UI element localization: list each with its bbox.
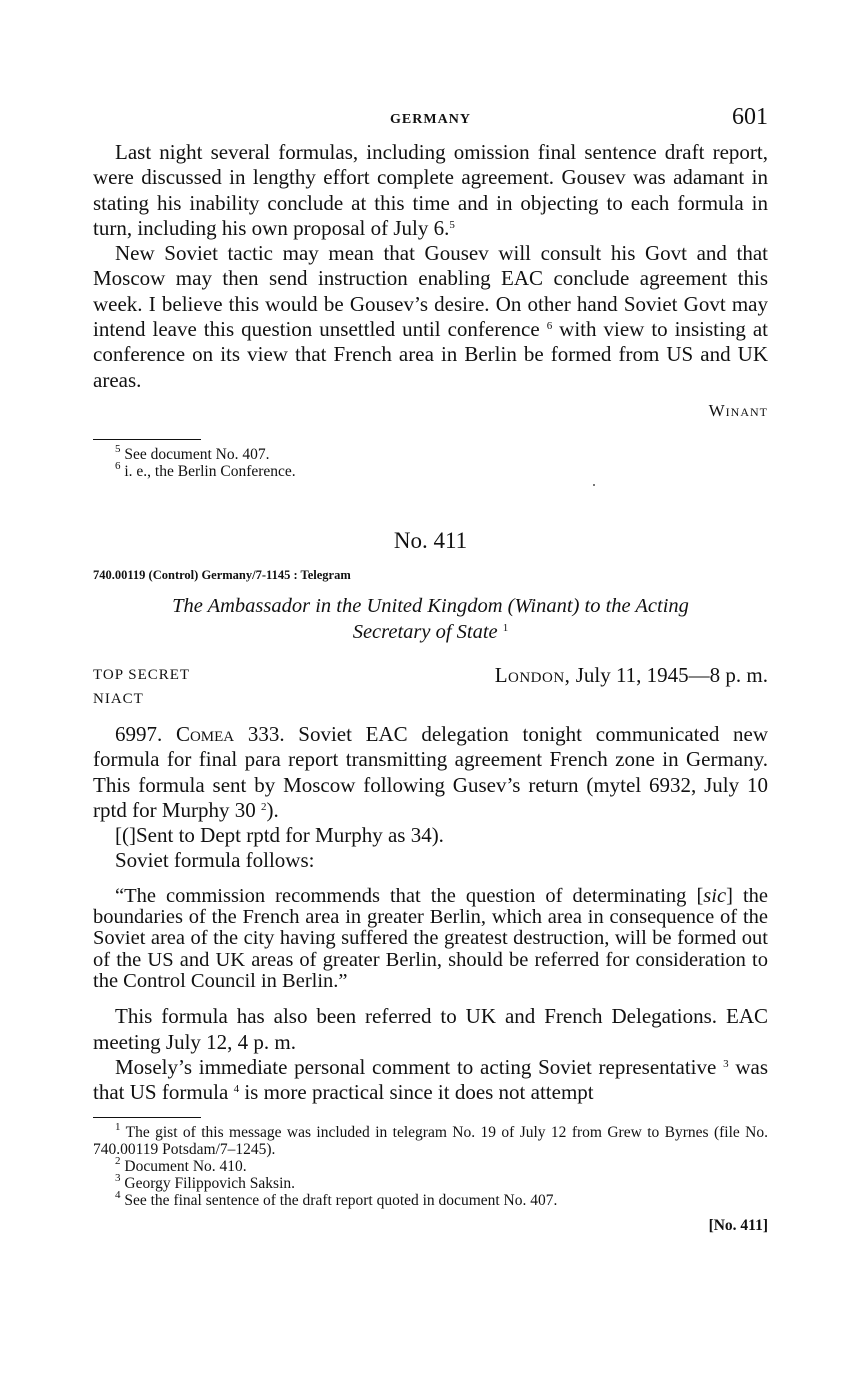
footnote-ref: 3: [723, 1057, 729, 1070]
paragraph-text: with view to insisting at conference on its view that French area in Berlin be formed from US and UK areas.: [93, 317, 769, 392]
paragraph-text: Last night several formulas, including omission final sentence draft report, were discussed in lengthy effort complete agreement. Gousev was adamant in stating his inability conclude at this time and in objecting to each formula in turn, including his own proposal of July 6.: [93, 140, 768, 240]
footnote-ref: 4: [233, 1083, 240, 1096]
footnote-text: See the final sentence of the draft report quoted in document No. 407.: [124, 1192, 558, 1210]
footnote-text: Document No. 410.: [124, 1158, 247, 1176]
place: London,: [494, 662, 571, 687]
document-title: [93, 593, 768, 645]
sic-mark: sic: [703, 884, 727, 907]
quote-text: ] the boundaries of the French area in greater Berlin, which area in consequence of the Soviet area of the city having suffered the greatest destruction, will be formed out of the US and UK areas of greater Berlin, should be referred for consideration to the Control Council in Berlin.”: [93, 884, 768, 992]
footnote-ref: 2: [260, 800, 267, 813]
footnote-ref: 6: [546, 320, 553, 333]
footnote-mark: 6: [115, 459, 121, 472]
place-date: [495, 663, 768, 688]
footnote-text: The gist of this message was included in telegram No. 19 of July 12 from Grew to Byrnes (file No. 740.00119 Potsdam/7–1245).: [93, 1124, 768, 1159]
footnote-rule: [93, 1117, 201, 1118]
file-reference: 740.00119 (Control) Germany/7-1145 : Telegram: [93, 567, 351, 582]
footnote-mark: 3: [115, 1172, 121, 1185]
paragraph-text: New Soviet tactic may mean that Gousev will consult his Govt and that Moscow may then send instruction enabling EAC conclude agreement this week. I believe this would be Gousev’s desire. On other hand Soviet Govt may intend leave this question unsettled until conference: [93, 241, 768, 342]
telegram-paragraph-1: [93, 722, 768, 823]
footnote: [93, 1121, 768, 1159]
footnote: [93, 442, 768, 463]
footnote-ref: 5: [449, 218, 455, 231]
footnote-text: i. e., the Berlin Conference.: [124, 462, 296, 480]
footnote: [93, 1189, 768, 1210]
footnote-mark: 5: [115, 442, 121, 455]
meta-row: [93, 663, 768, 691]
quote-text: “The commission recommends that the question of determinating [: [115, 884, 704, 907]
paragraph-text: Mosely’s immediate personal comment to acting Soviet representative: [115, 1054, 717, 1079]
paragraph-text: 6997.: [115, 721, 176, 746]
footnote-ref: 1: [502, 621, 509, 634]
footnote: [93, 1155, 768, 1176]
telegram-paragraph-2: [(]Sent to Dept rptd for Murphy as 34).: [115, 823, 444, 848]
footnote: [93, 1172, 768, 1193]
code-word: Comea: [175, 721, 235, 746]
telegram-paragraph-4: This formula has also been referred to UK and French Delegations. EAC meeting July 12, 4 p. m.: [93, 1004, 768, 1054]
footnote-rule: [93, 439, 201, 440]
title-line: Secretary of State: [352, 620, 498, 643]
signature: Winant: [708, 400, 768, 420]
footnote: [93, 459, 768, 480]
paragraph-text: 333. Soviet EAC delegation tonight communicated new formula for final para report transmitting agreement French zone in Germany. This formula sent by Moscow following Gusev’s return (mytel 6932, July 10 rptd for Murphy 30: [93, 721, 769, 822]
telegram-paragraph-3: Soviet formula follows:: [115, 848, 315, 873]
paragraph-text: was that US formula: [93, 1054, 768, 1105]
classification: TOP SECRET: [93, 666, 191, 683]
telegram-paragraph-5: [93, 1055, 768, 1106]
page-number: 601: [732, 104, 768, 130]
footnote-mark: 2: [115, 1155, 121, 1168]
paragraph-text: is more practical since it does not attempt: [239, 1080, 594, 1105]
footnote-text: Georgy Filippovich Saksin.: [124, 1175, 296, 1193]
footnote-text: See document No. 407.: [124, 445, 270, 463]
paragraph-text: ).: [266, 797, 279, 822]
quoted-formula: [93, 886, 768, 992]
date: July 11, 1945—8 p. m.: [570, 662, 768, 687]
footnote-mark: 1: [115, 1121, 121, 1134]
page: [93, 100, 768, 1235]
priority: NIACT: [93, 690, 144, 707]
continuation-paragraph-2: [93, 241, 768, 393]
title-line: The Ambassador in the United Kingdom (Winant) to the Acting: [172, 594, 689, 617]
footnote-mark: 4: [115, 1189, 121, 1202]
document-tag: [No. 411]: [708, 1217, 768, 1235]
document-number: No. 411: [393, 527, 468, 553]
running-header: [93, 100, 768, 140]
running-title: GERMANY: [390, 112, 471, 127]
continuation-paragraph-1: [93, 140, 768, 241]
